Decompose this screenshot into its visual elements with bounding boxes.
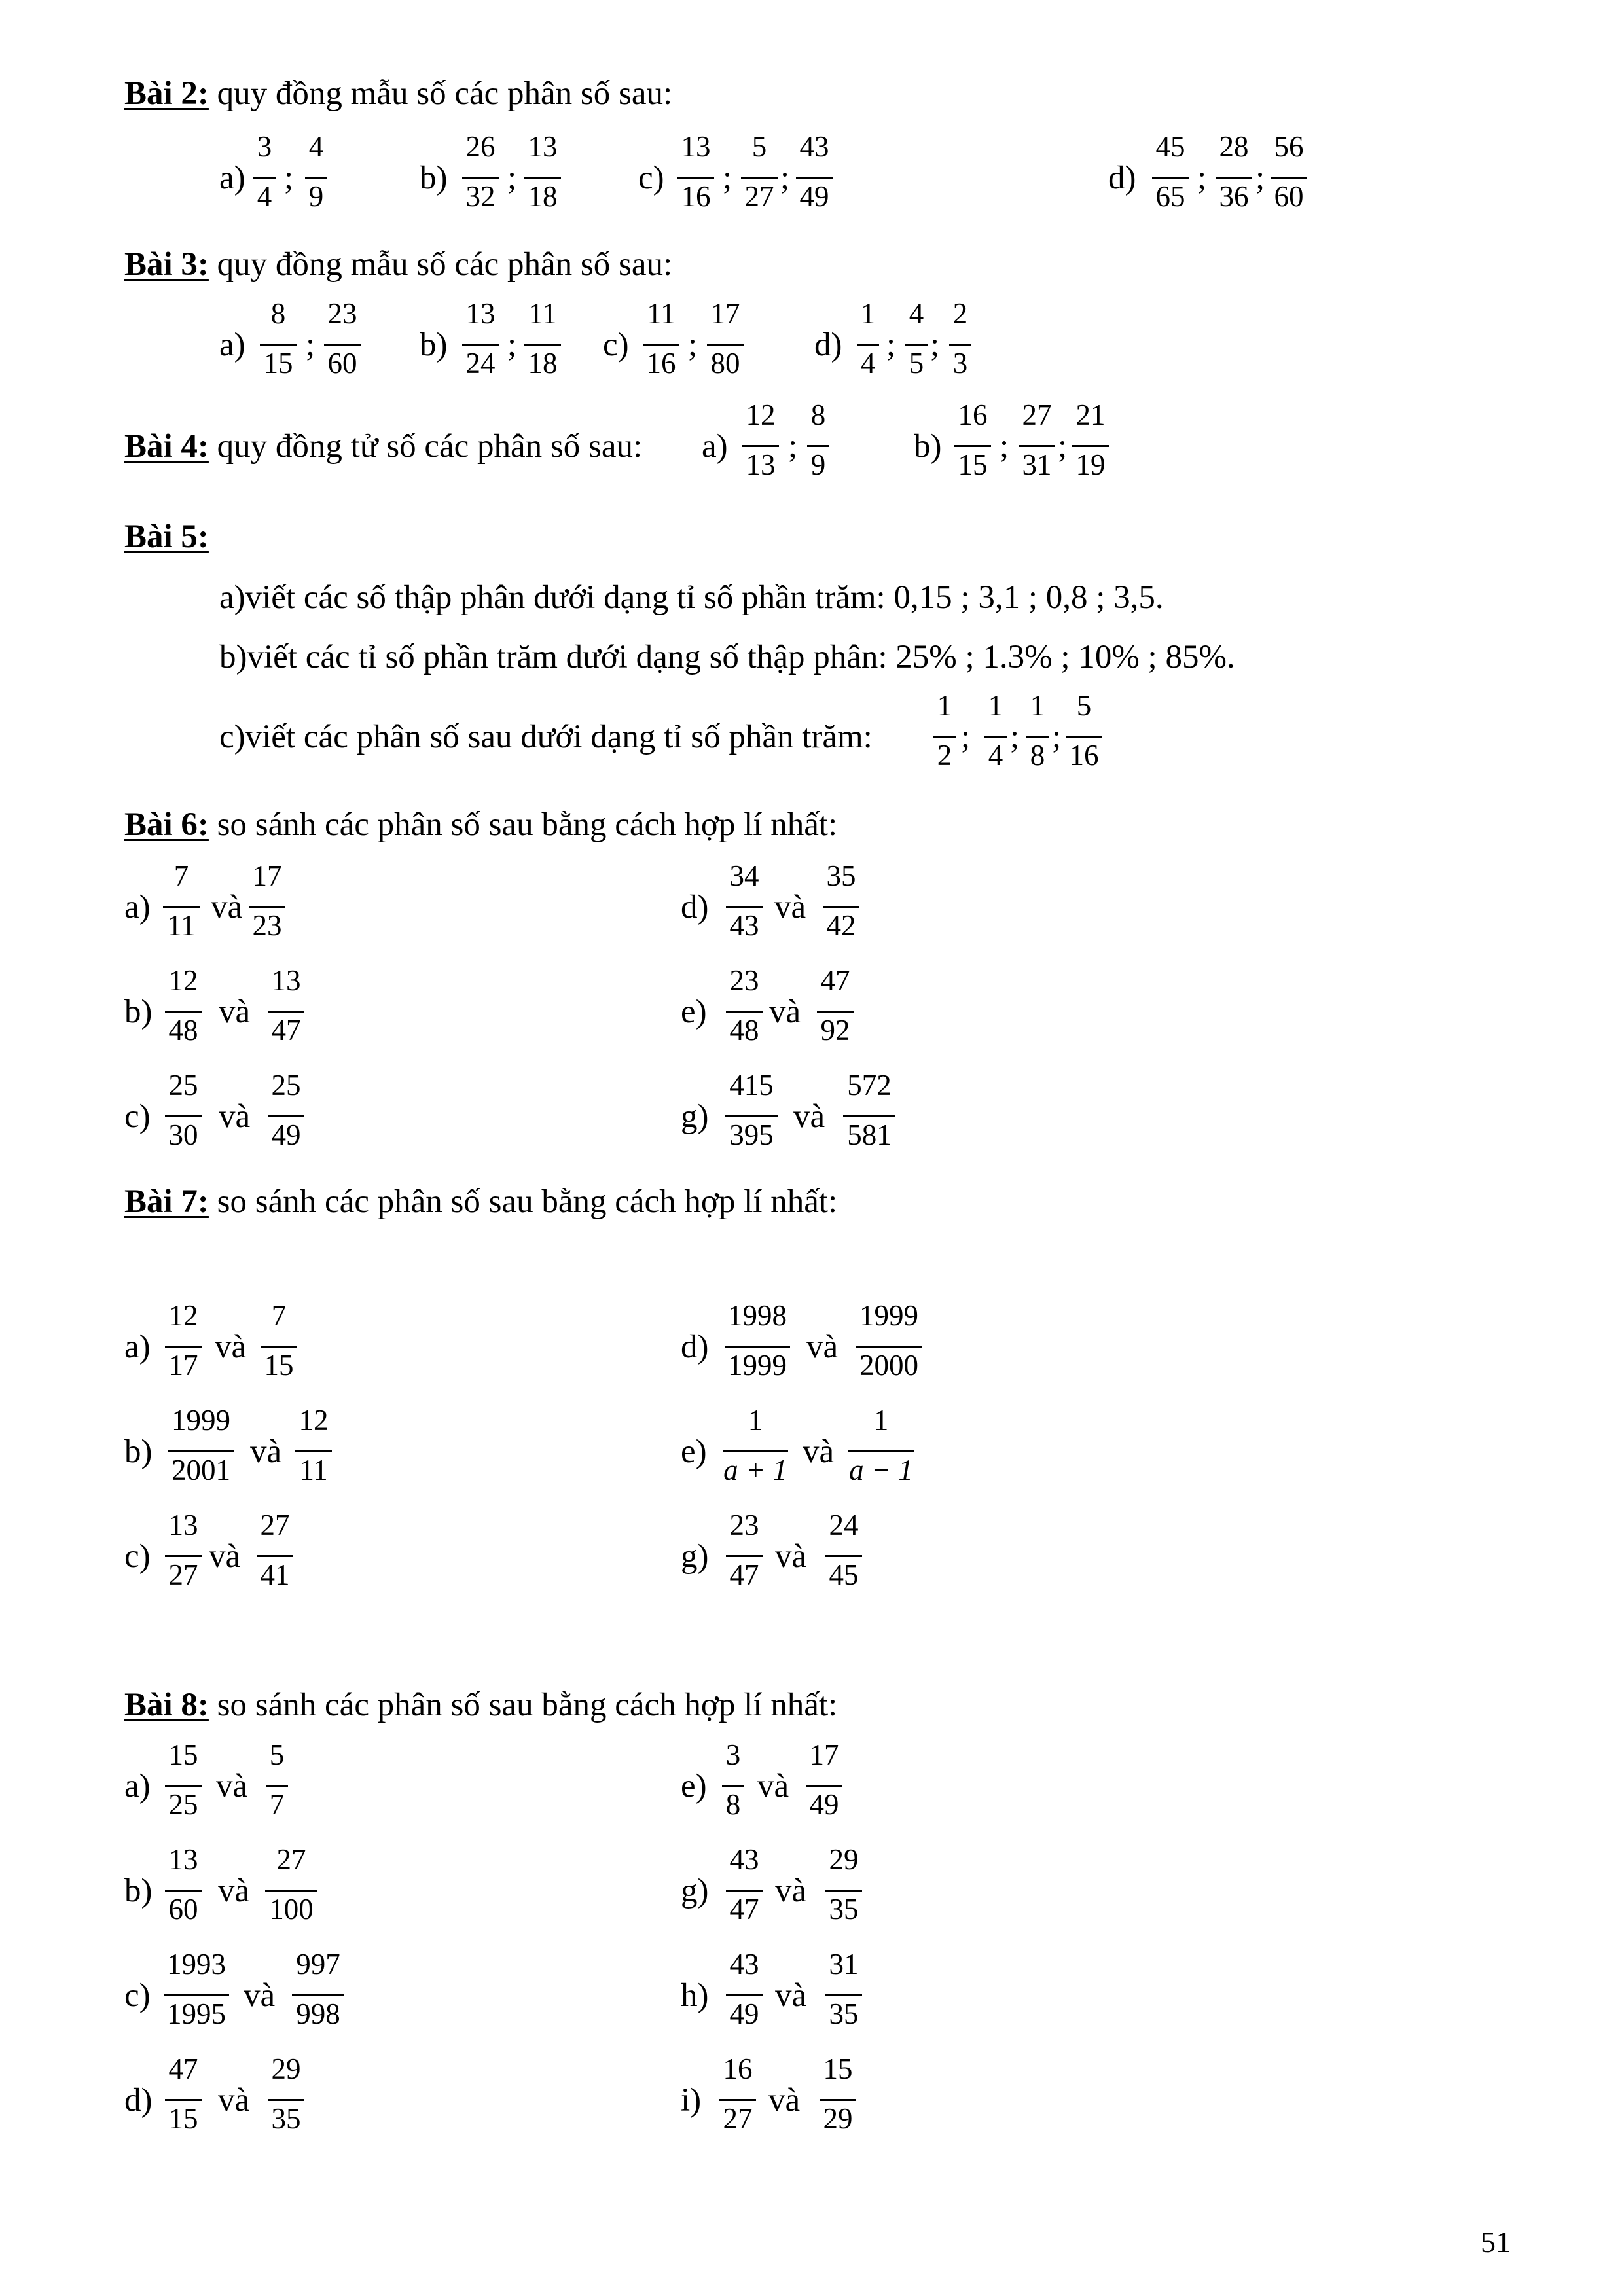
connector: và — [218, 2082, 250, 2119]
item-label: a) — [124, 889, 151, 925]
item-label: b) — [124, 1433, 153, 1470]
item-label: b) — [420, 160, 448, 196]
item-label: e) — [681, 1768, 707, 1804]
separator: ; — [507, 160, 517, 196]
item-label: g) — [681, 1873, 709, 1909]
item-label: i) — [681, 2082, 702, 2119]
item-label: d) — [1108, 160, 1136, 196]
connector: và — [219, 1098, 251, 1135]
connector: và — [209, 1538, 241, 1575]
item-label: e) — [681, 994, 707, 1030]
page-number: 51 — [1481, 2225, 1511, 2259]
item-label: b) — [420, 327, 448, 363]
exercise-5-title: Bài 5: — [124, 518, 209, 555]
separator: ; — [1197, 160, 1207, 196]
connector: và — [806, 1329, 839, 1365]
connector: và — [769, 994, 801, 1030]
connector: và — [218, 1873, 250, 1909]
connector: và — [775, 1977, 807, 2014]
item-label: a) — [124, 1329, 151, 1365]
item-label: b) — [914, 428, 942, 465]
exercise-7-title: Bài 7: — [124, 1183, 209, 1220]
item-label: b) — [124, 1873, 153, 1909]
item-label: a) — [219, 327, 245, 363]
separator: ; — [507, 327, 517, 363]
item-label: c) — [124, 1977, 151, 2014]
exercise-2-title: Bài 2: — [124, 75, 209, 112]
exercise-7-instruction: so sánh các phân số sau bằng cách hợp lí nhất: — [217, 1183, 838, 1220]
item-label: d) — [124, 2082, 153, 2119]
separator: ; — [1255, 160, 1265, 196]
item-label: a) — [124, 1768, 151, 1804]
item-label: d) — [814, 327, 842, 363]
separator: ; — [688, 327, 698, 363]
separator: ; — [723, 160, 732, 196]
exercise-8-title: Bài 8: — [124, 1687, 209, 1723]
item-label: c) — [638, 160, 664, 196]
connector: và — [757, 1768, 789, 1804]
exercise-3-instruction: quy đồng mẫu số các phân số sau: — [217, 246, 673, 283]
connector: và — [793, 1098, 825, 1135]
exercise-7-heading — [124, 1182, 837, 1221]
exercise-5-line-b: b)viết các tỉ số phần trăm dưới dạng số thập phân: 25% ; 1.3% ; 10% ; 85%. — [219, 639, 1235, 675]
exercise-4-heading — [124, 427, 642, 466]
separator: ; — [1010, 719, 1020, 755]
separator: ; — [284, 160, 294, 196]
exercise-2-instruction: quy đồng mẫu số các phân số sau: — [217, 75, 673, 112]
separator: ; — [886, 327, 896, 363]
separator: ; — [1058, 428, 1068, 465]
separator: ; — [1000, 428, 1009, 465]
exercise-6-heading — [124, 805, 837, 844]
separator: ; — [306, 327, 316, 363]
item-label: c) — [603, 327, 629, 363]
exercise-4-title: Bài 4: — [124, 428, 209, 465]
exercise-6-title: Bài 6: — [124, 806, 209, 843]
exercise-5-line-c: c)viết các phân số sau dưới dạng tỉ số phần trăm: — [219, 719, 873, 755]
connector: và — [211, 889, 243, 925]
item-label: h) — [681, 1977, 709, 2014]
item-label: d) — [681, 1329, 709, 1365]
connector: và — [244, 1977, 276, 2014]
item-label: d) — [681, 889, 709, 925]
item-label: c) — [124, 1538, 151, 1575]
item-label: b) — [124, 994, 153, 1030]
separator: ; — [788, 428, 798, 465]
connector: và — [250, 1433, 282, 1470]
connector: và — [216, 1768, 248, 1804]
separator: ; — [1052, 719, 1062, 755]
connector: và — [775, 1873, 807, 1909]
connector: và — [219, 994, 251, 1030]
separator: ; — [930, 327, 940, 363]
item-label: a) — [219, 160, 245, 196]
connector: và — [215, 1329, 247, 1365]
separator: ; — [961, 719, 971, 755]
item-label: a) — [702, 428, 728, 465]
exercise-5-line-a: a)viết các số thập phân dưới dạng tỉ số phần trăm: 0,15 ; 3,1 ; 0,8 ; 3,5. — [219, 579, 1164, 616]
exercise-4-instruction: quy đồng tử số các phân số sau: — [217, 428, 643, 465]
item-label: g) — [681, 1098, 709, 1135]
exercise-2-heading — [124, 74, 672, 113]
item-label: e) — [681, 1433, 707, 1470]
connector: và — [768, 2082, 801, 2119]
exercise-3-title: Bài 3: — [124, 246, 209, 283]
exercise-3-heading — [124, 245, 672, 284]
item-label: c) — [124, 1098, 151, 1135]
connector: và — [774, 889, 806, 925]
item-label: g) — [681, 1538, 709, 1575]
connector: và — [803, 1433, 835, 1470]
separator: ; — [780, 160, 790, 196]
exercise-8-instruction: so sánh các phân số sau bằng cách hợp lí nhất: — [217, 1687, 838, 1723]
exercise-6-instruction: so sánh các phân số sau bằng cách hợp lí nhất: — [217, 806, 838, 843]
connector: và — [775, 1538, 807, 1575]
exercise-8-heading — [124, 1685, 837, 1725]
